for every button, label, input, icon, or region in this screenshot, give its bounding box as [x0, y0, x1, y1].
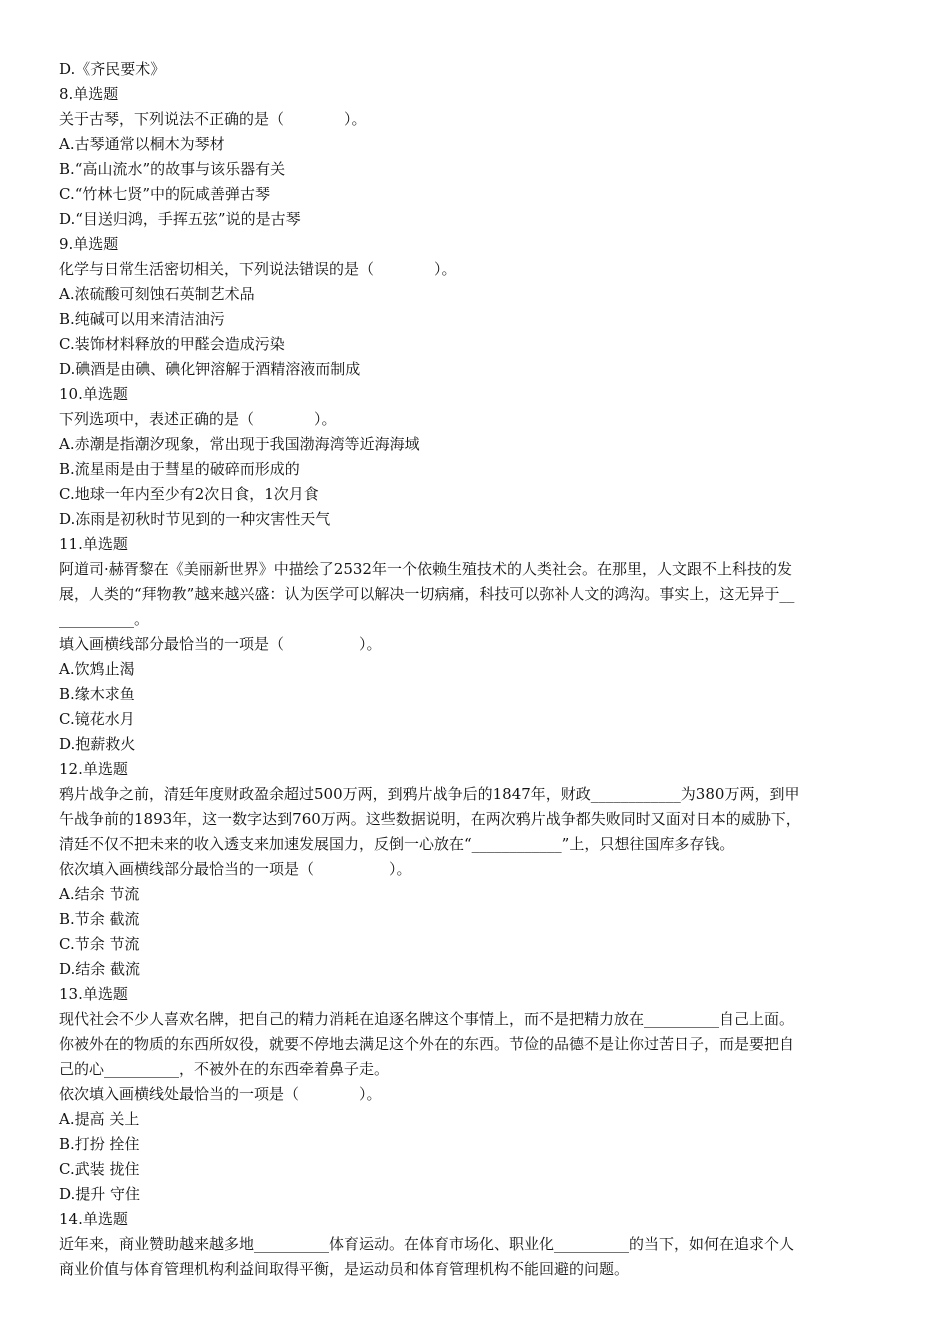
option-d: D.碘酒是由碘、碘化钾溶解于酒精溶液而制成	[59, 360, 361, 378]
question-stem: 依次填入画横线部分最恰当的一项是（ ）。	[59, 860, 412, 878]
option-b: B.纯碱可以用来清洁油污	[59, 310, 225, 328]
question-header: 9.单选题	[59, 235, 119, 253]
passage-line: 商业价值与体育管理机构利益间取得平衡，是运动员和体育管理机构不能回避的问题。	[59, 1260, 630, 1278]
passage-line: 己的心__________，不被外在的东西牵着鼻子走。	[59, 1060, 390, 1078]
question-header: 13.单选题	[59, 985, 128, 1003]
passage-line: 清廷不仅不把未来的收入透支来加速发展国力，反倒一心放在“____________”上，只想往国库多存钱。	[59, 835, 735, 853]
option-c: C.装饰材料释放的甲醛会造成污染	[59, 335, 285, 353]
question-stem: 填入画横线部分最恰当的一项是（ ）。	[59, 635, 382, 653]
option-d: D.“目送归鸿，手挥五弦”说的是古琴	[59, 210, 301, 228]
question-stem: 依次填入画横线处最恰当的一项是（ ）。	[59, 1085, 382, 1103]
option-d: D.结余 截流	[59, 960, 141, 978]
option-b: B.节余 截流	[59, 910, 140, 928]
option-b: B.流星雨是由于彗星的破碎而形成的	[59, 460, 300, 478]
option-a: A.饮鸩止渴	[59, 660, 135, 678]
passage-line: __________。	[59, 610, 150, 628]
question-header: 11.单选题	[59, 535, 128, 553]
option-c: C.节余 节流	[59, 935, 140, 953]
passage-line: 你被外在的物质的东西所奴役，就要不停地去满足这个外在的东西。节俭的品德不是让你过苦日子，而是要把自	[59, 1035, 795, 1053]
option-c: C.地球一年内至少有2次日食，1次月食	[59, 485, 319, 503]
question-stem: 下列选项中，表述正确的是（ ）。	[59, 410, 337, 428]
passage-line: 展，人类的“拜物教”越来越兴盛：认为医学可以解决一切病痛，科技可以弥补人文的鸿沟。事实上，这无异于__	[59, 585, 795, 603]
option-d: D.冻雨是初秋时节见到的一种灾害性天气	[59, 510, 331, 528]
option-b: B.打扮 拴住	[59, 1135, 140, 1153]
option-d: D.《齐民要术》	[59, 60, 166, 78]
question-header: 8.单选题	[59, 85, 119, 103]
question-stem: 化学与日常生活密切相关，下列说法错误的是（ ）。	[59, 260, 457, 278]
option-d: D.抱薪救火	[59, 735, 136, 753]
option-a: A.结余 节流	[59, 885, 140, 903]
option-b: B.缘木求鱼	[59, 685, 135, 703]
passage-line: 鸦片战争之前，清廷年度财政盈余超过500万两，到鸦片战争后的1847年，财政____________为380万两，到甲	[59, 785, 800, 803]
option-a: A.赤潮是指潮汐现象，常出现于我国渤海湾等近海海域	[59, 435, 420, 453]
passage-line: 阿道司·赫胥黎在《美丽新世界》中描绘了2532年一个依赖生殖技术的人类社会。在那里，人文跟不上科技的发	[59, 560, 792, 578]
option-d: D.提升 守住	[59, 1185, 141, 1203]
passage-line: 现代社会不少人喜欢名牌，把自己的精力消耗在追逐名牌这个事情上，而不是把精力放在__________自己上面。	[59, 1010, 795, 1028]
option-a: A.提高 关上	[59, 1110, 140, 1128]
question-stem: 关于古琴，下列说法不正确的是（ ）。	[59, 110, 367, 128]
option-c: C.“竹林七贤”中的阮咸善弹古琴	[59, 185, 271, 203]
option-a: A.古琴通常以桐木为琴材	[59, 135, 225, 153]
document-page	[59, 57, 899, 1282]
option-c: C.镜花水月	[59, 710, 135, 728]
option-c: C.武装 拢住	[59, 1160, 140, 1178]
question-header: 10.单选题	[59, 385, 128, 403]
question-header: 12.单选题	[59, 760, 128, 778]
option-a: A.浓硫酸可刻蚀石英制艺术品	[59, 285, 255, 303]
passage-line: 午战争前的1893年，这一数字达到760万两。这些数据说明，在两次鸦片战争都失败同时又面对日本的威胁下，	[59, 810, 801, 828]
question-header: 14.单选题	[59, 1210, 128, 1228]
option-b: B.“高山流水”的故事与该乐器有关	[59, 160, 286, 178]
passage-line: 近年来，商业赞助越来越多地__________体育运动。在体育市场化、职业化__________的当下，如何在追求个人	[59, 1235, 795, 1253]
